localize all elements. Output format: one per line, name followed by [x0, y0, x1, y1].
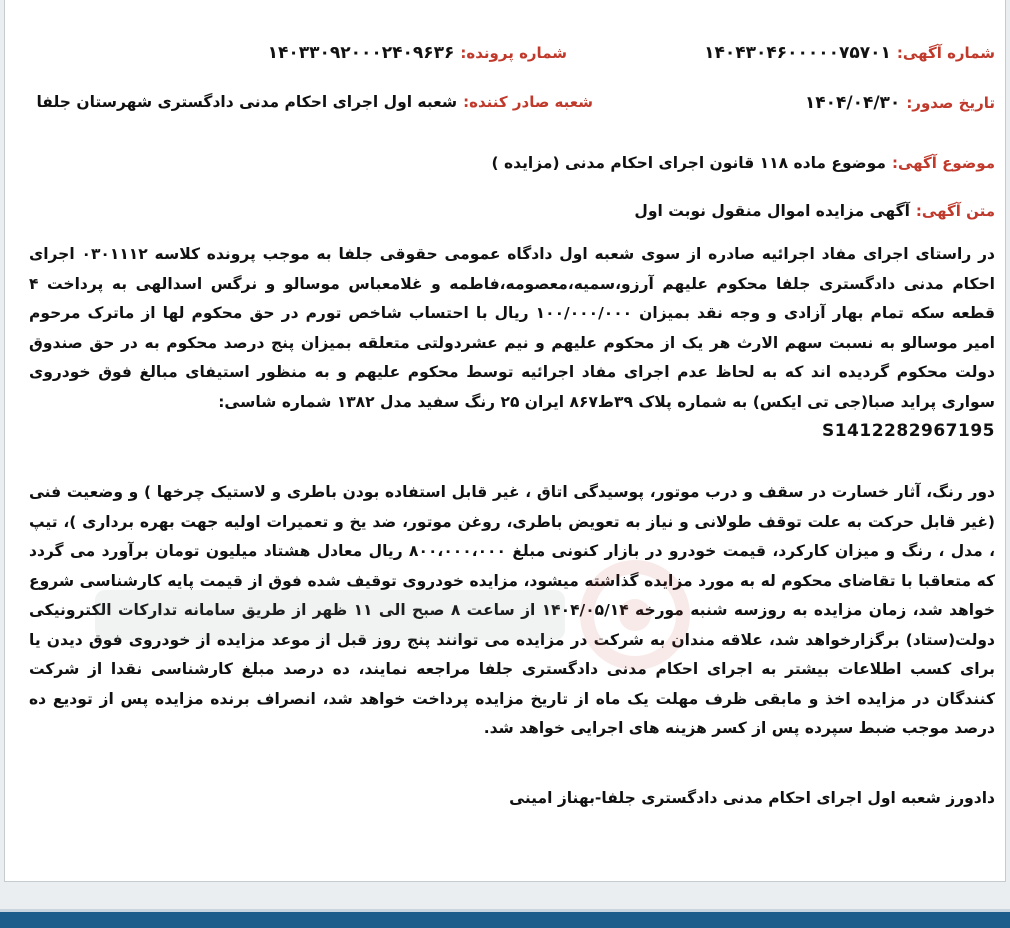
- issuing-branch-label: شعبه صادر کننده:: [463, 93, 593, 111]
- subject: [492, 154, 995, 172]
- case-number-label: شماره پرونده:: [460, 44, 567, 62]
- subject-label: موضوع آگهی:: [891, 154, 995, 172]
- body-paragraph-2: دور رنگ، آثار خسارت در سقف و درب موتور، پوسیدگی اتاق ، غیر قابل استفاده بودن باطری و لاستیک چرخها ) و وضعیت فنی (غیر قابل حرکت به علت توقف طولانی و نیاز به تعویض باطری، روغن موتور، ضد یخ و تعمیرات اولیه جهت بهره برداری )، تیپ ، مدل ، رنگ و میزان کارکرد، قیمت خودرو در بازار کنونی مبلغ ۸۰۰،۰۰۰،۰۰۰ ریال معادل هشتاد میلیون تومان برآورد می گردد که متعاقبا با تقاضای محکوم له به مورد مزایده گذاشته میشود، مزایده خودروی توقیف شده فوق از قیمت پایه کارشناسی شروع خواهد شد، زمان مزایده به روزسه شنبه مورخه ۱۴۰۴/۰۵/۱۴ از ساعت ۸ صبح الی ۱۱ ظهر از طریق سامانه تدارکات الکترونیکی دولت(ستاد) برگزارخواهد شد، علاقه مندان به شرکت در مزایده می توانند پنج روز قبل از موعد مزایده از خودروی فوق دیدن یا برای کسب اطلاعات بیشتر به اجرای احکام مدنی دادگستری جلفا مراجعه نمایند، ده درصد مبلغ کارشناسی نقدا از شرکت کنندگان در مزایده اخذ و مابقی ظرف مهلت یک ماه از تاریخ مزایده پرداخت خواهد شد، انصراف برنده مزایده پس از توديع ده درصد موجب ضبط سپرده پس از کسر هزینه های اجرایی خواهد شد.: [29, 483, 996, 737]
- body-paragraph-1-text: در راستای اجرای مفاد اجرائیه صادره از سوی شعبه اول دادگاه عمومی حقوقی جلفا به موجب پرونده کلاسه ۰۳۰۱۱۱۲ اجرای احکام مدنی دادگستری جلفا محکوم علیهم آرزو،سمیه،معصومه،فاطمه و غلامعباس موسالو و نرگس اسدالهی به پرداخت ۴ قطعه سکه تمام بهار آزادی و وجه نقد بمیزان ۱۰۰/۰۰۰/۰۰۰ ریال با احتساب شاخص تورم در حق محکوم لها از ماترک مرحوم امیر موسالو به نسبت سهم الارث هر یک از محکوم علیهم و نیم عشردولتی متعلقه بمیزان پنج درصد محکوم به در حق صندوق دولت محکوم گردیده اند که به لحاظ عدم اجرای مفاد اجرائیه توسط محکوم علیهم و به منظور استیفای مبالغ فوق خودروی سواری پراید صبا(جی تی ایکس) به شماره پلاک ۳۹ط۸۶۷ ایران ۲۵ رنگ سفید مدل ۱۳۸۲ شماره شاسی:: [29, 245, 996, 411]
- issuing-branch: [36, 93, 593, 111]
- chassis-serial: S1412282967195: [821, 421, 995, 441]
- body-paragraph-1: [29, 240, 995, 447]
- issue-date-label: تاریخ صدور:: [906, 94, 995, 112]
- text-heading-value: آگهی مزایده اموال منقول نوبت اول: [634, 202, 910, 220]
- subject-value: موضوع ماده ۱۱۸ قانون اجرای احکام مدنی (مزایده ): [491, 154, 886, 172]
- document-frame: [4, 0, 1006, 882]
- case-number: [268, 43, 567, 63]
- issue-date: [805, 93, 995, 113]
- bottom-bar: [0, 912, 1010, 928]
- text-heading-label: متن آگهی:: [915, 202, 995, 220]
- issuing-branch-value: شعبه اول اجرای احکام مدنی دادگستری شهرستان جلفا: [36, 93, 458, 111]
- case-number-value: ۱۴۰۳۳۰۹۲۰۰۰۲۴۰۹۶۳۶: [267, 43, 455, 63]
- text-heading: [634, 202, 995, 220]
- issue-date-value: ۱۴۰۴/۰۴/۳۰: [804, 93, 901, 113]
- ad-number-value: ۱۴۰۴۳۰۴۶۰۰۰۰۰۷۵۷۰۱: [704, 43, 891, 63]
- ad-number-label: شماره آگهی:: [896, 44, 995, 62]
- signature-line: دادورز شعبه اول اجرای احکام مدنی دادگستری جلفا-بهناز امینی: [509, 789, 995, 807]
- ad-number: [704, 43, 995, 63]
- document-content: [15, 30, 995, 870]
